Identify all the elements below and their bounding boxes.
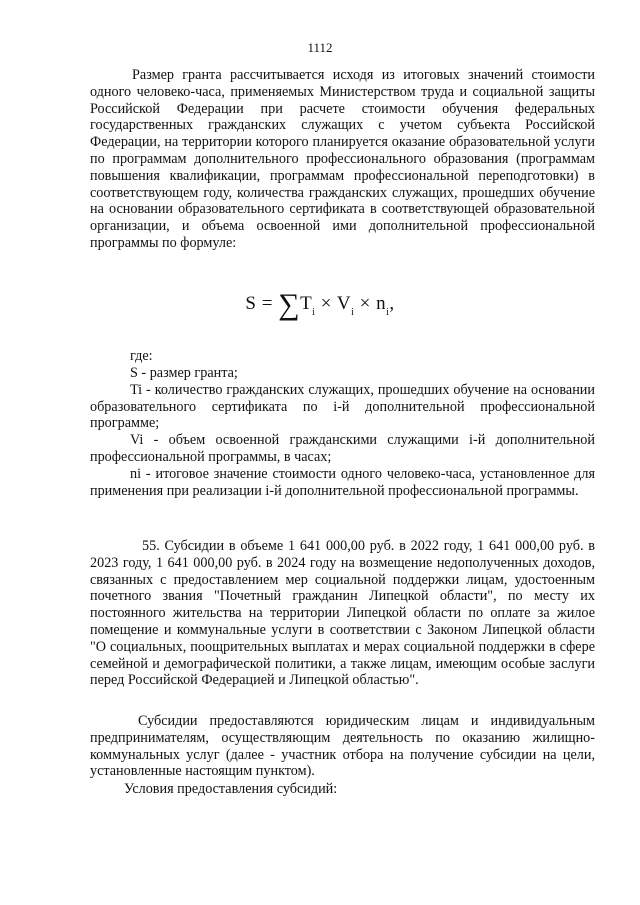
recipients-block xyxy=(90,713,595,780)
formula-t: T xyxy=(300,293,313,314)
intro-paragraph-block xyxy=(90,67,595,252)
formula-sigma: ∑ xyxy=(278,288,301,321)
recipients-paragraph: Субсидии предоставляются юридическим лицам и индивидуальным предпринимателям, осуществляющим деятельность по оказанию жилищно-коммунальных услуг (далее - участник отбора на получение субсидии на цели, установленные настоящим пунктом). xyxy=(90,713,595,780)
item-55-block xyxy=(90,538,595,689)
formula-v: V xyxy=(336,293,352,314)
conditions-heading: Условия предоставления субсидий: xyxy=(124,781,338,797)
conditions-block xyxy=(90,781,595,798)
formula-tail: , xyxy=(389,293,395,314)
formula-n: n xyxy=(376,293,387,314)
grant-formula xyxy=(0,288,640,322)
item-55-paragraph: 55. Субсидии в объеме 1 641 000,00 руб. в 2022 году, 1 641 000,00 руб. в 2023 году, 1 641 000,00 руб. в 2024 году на возмещение недополученных доходов, связанных с предоставлением мер социальной поддержки лицам, удостоенным почетного звания "Почетный гражданин Липецкой области", по месту их постоянного жительства на территории Липецкой области по оплате за жилое помещение и коммунальные услуги в соответствии с Законом Липецкой области "О социальных, поощрительных выплатах и мерах социальной поддержки в сфере семейной и демографической политики, а также лицам, имеющим особые заслуги перед Российской Федерацией и Липецкой областью". xyxy=(90,538,595,689)
formula-sub-v: i xyxy=(351,307,355,318)
formula-sub-n: i xyxy=(386,307,390,318)
formula-sub-t: i xyxy=(312,307,316,318)
definition-s: S - размер гранта; xyxy=(130,365,238,381)
definition-ti: Ti - количество гражданских служащих, прошедших обучение на основании образовательного сертификата по i-й дополнительной профессиональной программе; xyxy=(90,381,595,432)
formula-lhs: S xyxy=(245,293,257,314)
formula-times-1: × xyxy=(320,293,332,314)
where-label: где: xyxy=(130,348,153,364)
formula-equals: = xyxy=(261,293,273,314)
definition-vi: Vi - объем освоенной гражданскими служащими i-й дополнительной профессиональной программы, в часах; xyxy=(90,432,595,465)
formula-times-2: × xyxy=(359,293,371,314)
page-number: 1112 xyxy=(307,40,333,55)
intro-paragraph: Размер гранта рассчитывается исходя из итоговых значений стоимости одного человеко-часа, применяемых Министерством труда и социальной защиты Российской Федерации при расчете стоимости обучения федеральных государственных гражданских служащих с учетом субъекта Российской Федерации, на территории которого планируется оказание образовательной услуги по программам дополнительного профессионального образования (программам повышения квалификации, программам профессиональной переподготовки) в соответствующем году, количества гражданских служащих, прошедших обучение на основании образовательного сертификата в соответствующей образовательной организации, и объема освоенной ими дополнительной профессиональной программы по формуле: xyxy=(90,67,595,251)
definitions-list xyxy=(90,365,595,499)
definition-ni: ni - итоговое значение стоимости одного человеко-часа, установленное для применения при реализации i-й дополнительной профессиональной программы. xyxy=(90,465,595,499)
